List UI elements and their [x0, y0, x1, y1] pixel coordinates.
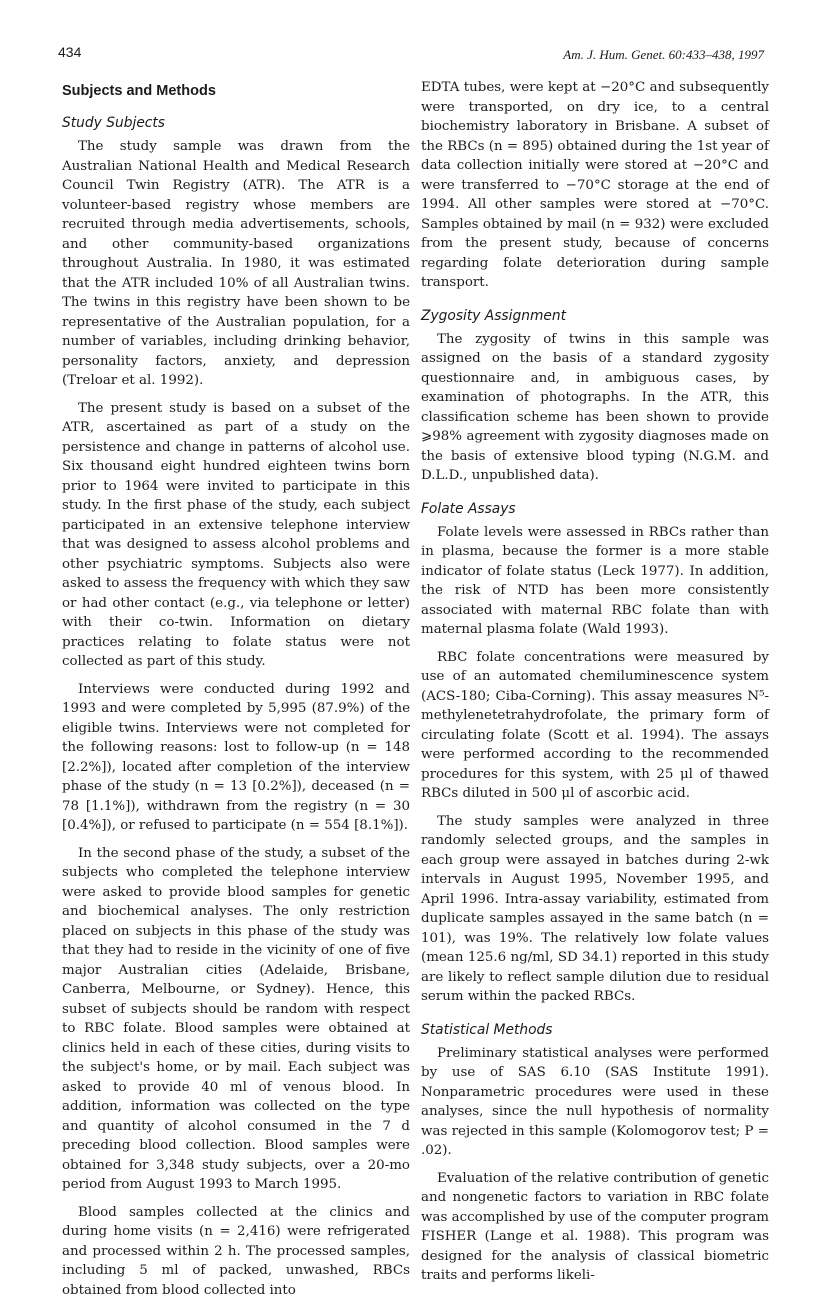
- paragraph: Blood samples collected at the clinics and during home visits (n = 2,416) were refrigerated and processed within 2 h. The processed samples, including 5 ml of packed, unwashed, RBCs obtained from blood collected into: [62, 1204, 410, 1298]
- paragraph-continued: EDTA tubes, were kept at −20°C and subsequently were transported, on dry ice, to a central biochemistry laboratory in Brisbane. A subset of the RBCs (n = 895) obtained during the 1st year of data collection initially were stored at −20°C and were transferred to −70°C storage at the end of 1994. All other samples were stored at −70°C. Samples obtained by mail (n = 932) were excluded from the present study, because of concerns regarding folate deterioration during sample transport.: [421, 80, 769, 290]
- paragraph: RBC folate concentrations were measured by use of an automated chemiluminescence system (ACS-180; Ciba-Corning). This assay measures N⁵-methylenetetrahydrofolate, the primary form of circulating folate (Scott et al. 1994). The assays were performed according to the recommended procedures for this system, with 25 μl of thawed RBCs diluted in 500 μl of ascorbic acid.: [421, 649, 769, 801]
- page-number: 434: [58, 44, 82, 60]
- paragraph: The study sample was drawn from the Australian National Health and Medical Research Council Twin Registry (ATR). The ATR is a volunteer-based registry whose members are recruited through media advertisements, schools, and other community-based organizations throughout Australia. In 1980, it was estimated that the ATR included 10% of all Australian twins. The twins in this registry have been shown to be representative of the Australian population, for a number of variables, including drinking behavior, personality factors, anxiety, and depression (Treloar et al. 1992).: [62, 139, 410, 388]
- right-column: [421, 78, 769, 1294]
- subheading-zygosity: Zygosity Assignment: [421, 307, 567, 324]
- paragraph: The zygosity of twins in this sample was assigned on the basis of a standard zygosity questionnaire and, in ambiguous cases, by examination of photographs. In the ATR, this classification scheme has been shown to provide ⩾98% agreement with zygosity diagnoses made on the basis of extensive blood typing (N.G.M. and D.L.D., unpublished data).: [421, 331, 769, 483]
- paragraph: Evaluation of the relative contribution of genetic and nongenetic factors to variation in RBC folate was accomplished by use of the computer program FISHER (Lange et al. 1988). This program was designed for the analysis of classical biometric traits and performs likeli-: [421, 1170, 769, 1283]
- left-column: [62, 82, 410, 1308]
- journal-reference: Am. J. Hum. Genet. 60:433–438, 1997: [563, 47, 764, 62]
- subheading-study-subjects: Study Subjects: [62, 115, 165, 131]
- paragraph: Interviews were conducted during 1992 and 1993 and were completed by 5,995 (87.9%) of the eligible twins. Interviews were not completed for the following reasons: lost to follow-up (n = 148 [2.2%]), located after completion of the interview phase of the study (n = 13 [0.2%]), deceased (n = 78 [1.1%]), withdrawn from the registry (n = 30 [0.4%]), or refused to participate (n = 554 [8.1%]).: [62, 681, 410, 833]
- paragraph: The present study is based on a subset of the ATR, ascertained as part of a study on the persistence and change in patterns of alcohol use. Six thousand eight hundred eighteen twins born prior to 1964 were invited to participate in this study. In the first phase of the study, each subject participated in an extensive telephone interview that was designed to assess alcohol problems and other psychiatric symptoms. Subjects also were asked to assess the frequency with which they saw or had other contact (e.g., via telephone or letter) with their co-twin. Information on dietary practices relating to folate status were not collected as part of this study.: [62, 400, 410, 669]
- section-title: Subjects and Methods: [62, 83, 216, 99]
- paragraph: Folate levels were assessed in RBCs rather than in plasma, because the former is a more stable indicator of folate status (Leck 1977). In addition, the risk of NTD has been more consistently associated with maternal RBC folate than with maternal plasma folate (Wald 1993).: [421, 524, 769, 637]
- paragraph: In the second phase of the study, a subset of the subjects who completed the telephone interview were asked to provide blood samples for genetic and biochemical analyses. The only restriction placed on subjects in this phase of the study was that they had to reside in the vicinity of one of five major Australian cities (Adelaide, Brisbane, Canberra, Melbourne, or Sydney). Hence, this subset of subjects should be random with respect to RBC folate. Blood samples were obtained at clinics held in each of these cities, during visits to the subject's home, or by mail. Each subject was asked to provide 40 ml of venous blood. In addition, information was collected on the type and quantity of alcohol consumed in the 7 d preceding blood collection. Blood samples were obtained for 3,348 study subjects, over a 20-mo period from August 1993 to March 1995.: [62, 845, 410, 1192]
- paragraph: Preliminary statistical analyses were performed by use of SAS 6.10 (SAS Institute 1991). Nonparametric procedures were used in these analyses, since the null hypothesis of normality was rejected in this sample (Kolomogorov test; P = .02).: [421, 1045, 769, 1158]
- subheading-statistical-methods: Statistical Methods: [421, 1021, 553, 1038]
- subheading-folate-assays: Folate Assays: [421, 500, 516, 517]
- paragraph: The study samples were analyzed in three randomly selected groups, and the samples in each group were assayed in batches during 2-wk intervals in August 1995, November 1995, and April 1996. Intra-assay variability, estimated from duplicate samples assayed in the same batch (n = 101), was 19%. The relatively low folate values (mean 125.6 ng/ml, SD 34.1) reported in this study are likely to reflect sample dilution due to residual serum within the packed RBCs.: [421, 813, 769, 1004]
